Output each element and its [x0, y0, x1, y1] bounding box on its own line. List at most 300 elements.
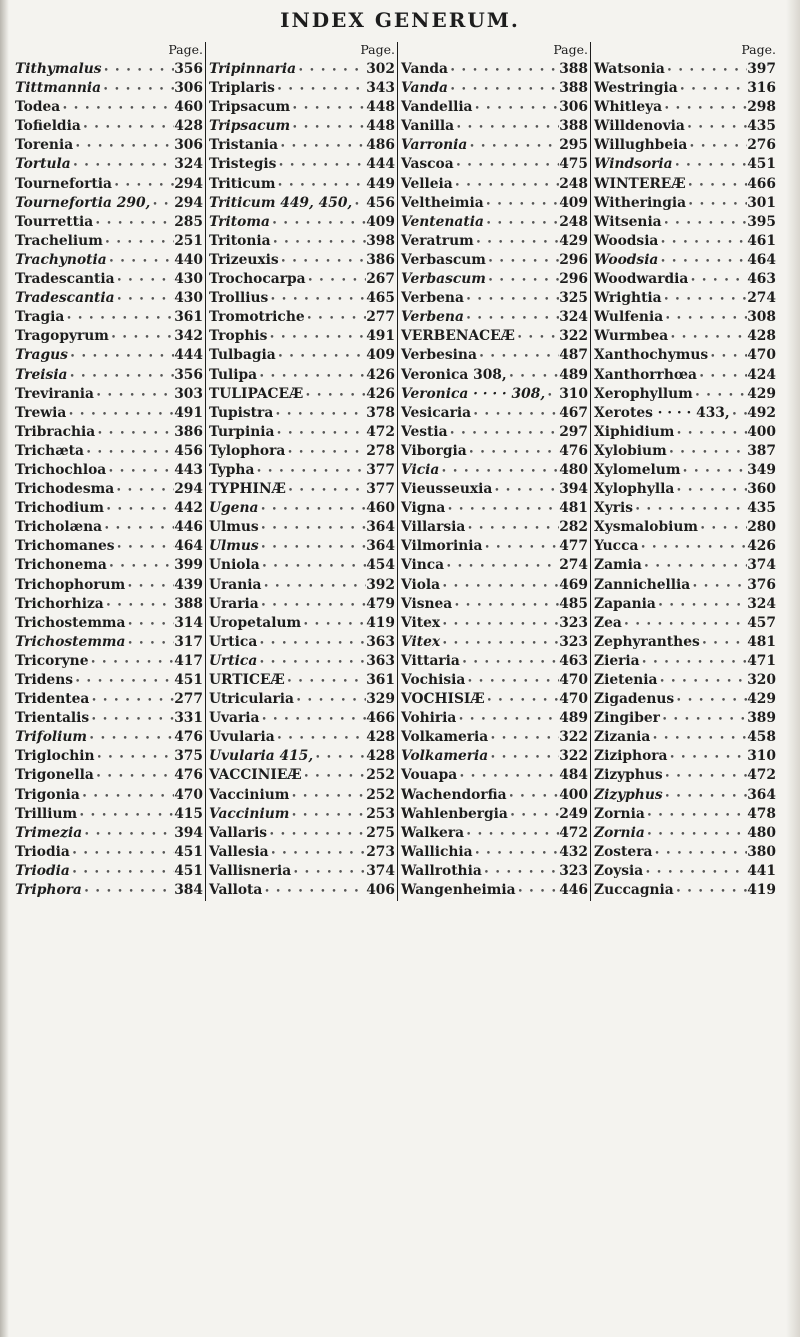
index-entry: [591, 615, 778, 634]
genus-name: Vaccinium: [209, 805, 290, 822]
genus-name: Urtica: [209, 633, 258, 650]
page-number: 276: [747, 137, 776, 154]
dot-leader: [60, 104, 174, 114]
index-entry: [12, 500, 205, 519]
index-entry: [206, 443, 397, 462]
genus-name: Zapania: [594, 595, 656, 612]
index-entry: [398, 443, 590, 462]
dot-leader: [68, 372, 175, 382]
index-entry: [591, 787, 778, 806]
dot-leader: [507, 792, 560, 802]
dot-leader: [667, 448, 748, 458]
page-number: 377: [366, 461, 395, 478]
dot-leader: [688, 276, 747, 286]
genus-name: Utricularia: [209, 691, 294, 708]
index-entry: [12, 99, 205, 118]
genus-name: Verbascum: [401, 271, 486, 288]
dot-leader: [305, 314, 367, 324]
genus-name: Vanda: [401, 61, 448, 77]
index-entry: [591, 806, 778, 825]
index-entry: [12, 710, 205, 729]
page-number: 472: [747, 767, 776, 784]
index-entry: [398, 825, 590, 844]
dot-leader: [259, 601, 366, 611]
dot-leader: [467, 142, 559, 152]
genus-name: Vieusseuxia: [401, 481, 493, 498]
index-entry: [591, 481, 778, 500]
index-entry: [12, 519, 205, 538]
page-number: 384: [174, 882, 203, 899]
index-entry: [12, 825, 205, 844]
index-entry: [206, 787, 397, 806]
index-entry: [206, 615, 397, 634]
page-number: 426: [366, 366, 395, 383]
page-number: 364: [747, 786, 776, 803]
page-number: 310: [559, 385, 588, 402]
index-entry: [398, 596, 590, 615]
genus-name: Triplaris: [209, 80, 275, 97]
dot-leader: [516, 887, 560, 897]
dot-leader: [454, 161, 559, 171]
genus-name: Witsenia: [594, 213, 662, 230]
dot-leader: [82, 887, 174, 897]
dot-leader: [262, 887, 366, 897]
page-number: 429: [747, 385, 776, 402]
dot-leader: [94, 772, 174, 782]
page-number: 249: [559, 805, 588, 822]
genus-name: Trichorhiza: [15, 595, 104, 612]
page-number: 470: [174, 786, 203, 803]
index-entry: [206, 653, 397, 672]
page-number: 448: [366, 99, 395, 116]
page-column-header: Page.: [168, 42, 203, 57]
genus-name: Verbascum: [401, 251, 486, 268]
index-entry: [591, 290, 778, 309]
genus-name: Tragia: [15, 309, 65, 326]
dot-leader: [276, 352, 367, 362]
index-entry: [12, 156, 205, 175]
index-entry: [398, 290, 590, 309]
genus-name: Ugena: [209, 500, 259, 517]
page-number: 331: [174, 710, 203, 727]
page-number: 274: [747, 290, 776, 307]
index-entry: [398, 538, 590, 557]
genus-name: Uvularia: [209, 729, 275, 746]
index-entry: [206, 347, 397, 366]
dot-leader: [663, 792, 748, 802]
page-number: 417: [174, 652, 203, 669]
genus-name: Triglochin: [15, 748, 95, 765]
genus-name: Tournefortia: [15, 175, 112, 192]
page-number: 424: [747, 366, 776, 383]
page-number: 426: [366, 385, 395, 402]
genus-name: Vascoa: [401, 156, 454, 173]
genus-name: Zea: [594, 614, 622, 631]
dot-leader: [268, 295, 366, 305]
genus-name: Uraria: [209, 595, 259, 612]
dot-leader: [473, 849, 560, 859]
page-number: 378: [366, 404, 395, 421]
page-number: 428: [174, 118, 203, 135]
page-number: 472: [559, 824, 588, 841]
genus-name: Xanthorrhœa: [594, 366, 697, 383]
index-entry: [398, 328, 590, 347]
index-entry: [12, 233, 205, 252]
index-column-3: [397, 42, 590, 901]
dot-leader: [440, 582, 559, 592]
index-entry: [591, 710, 778, 729]
dot-leader: [102, 66, 175, 76]
dot-leader: [267, 830, 366, 840]
genus-name: Triticum 449, 450,: [209, 194, 353, 211]
page-number: 470: [559, 691, 588, 708]
index-entry: [206, 233, 397, 252]
dot-leader: [66, 410, 174, 420]
index-entry: [591, 557, 778, 576]
genus-name: Urania: [209, 576, 262, 593]
index-entry: [206, 844, 397, 863]
genus-name: Varronia: [401, 137, 468, 154]
page-number: 308: [747, 309, 776, 326]
page-number: 464: [174, 538, 203, 555]
genus-name: Turpinia: [209, 423, 275, 440]
page-number: 310: [747, 748, 776, 765]
genus-name: Zornia: [594, 805, 645, 822]
dot-leader: [464, 830, 559, 840]
index-entry: [591, 519, 778, 538]
dot-leader: [485, 696, 560, 706]
index-entry: [206, 118, 397, 137]
genus-name: Watsonia: [594, 61, 665, 77]
index-entry: [206, 481, 397, 500]
page-gutter-shadow: [0, 0, 9, 1337]
page-number: 361: [366, 672, 395, 688]
dot-leader: [285, 448, 366, 458]
page-number: 296: [559, 251, 588, 268]
page-number: 451: [174, 862, 203, 879]
genus-name: Tromotriche: [209, 309, 305, 326]
genus-name: Zizyphus: [594, 767, 663, 784]
index-entry: [206, 557, 397, 576]
dot-leader: [467, 448, 560, 458]
index-entry: [206, 538, 397, 557]
genus-name: Tulbagia: [209, 347, 276, 364]
dot-leader: [114, 486, 174, 496]
genus-name: Tournefortia 290,: [15, 194, 151, 211]
page-number: 322: [559, 729, 588, 746]
page-number: 428: [747, 328, 776, 345]
page-number: 303: [174, 385, 203, 402]
dot-leader: [515, 333, 559, 343]
index-entry: [398, 615, 590, 634]
dot-leader: [259, 524, 367, 534]
dot-leader: [445, 505, 559, 515]
genus-name: Tricoryne: [15, 652, 89, 669]
page-number: 461: [747, 232, 776, 249]
page-number: 451: [747, 156, 776, 173]
index-entry: [206, 882, 397, 901]
dot-leader: [279, 257, 367, 267]
index-entry: [206, 710, 397, 729]
page-number: 440: [174, 251, 203, 268]
genus-name: Uvularia 415,: [209, 748, 314, 765]
index-entry: [206, 405, 397, 424]
index-entry: [12, 863, 205, 882]
dot-leader: [464, 295, 559, 305]
genus-name: Zamia: [594, 557, 642, 574]
index-entry: [206, 806, 397, 825]
page-number: 430: [174, 290, 203, 307]
genus-name: Vestia: [401, 423, 448, 440]
page-number: 323: [559, 614, 588, 631]
genus-name: Tragopyrum: [15, 328, 109, 345]
genus-name: Ulmus: [209, 519, 259, 536]
index-entry: [12, 653, 205, 672]
index-entry: [12, 691, 205, 710]
dot-leader: [477, 352, 559, 362]
index-entry: [12, 557, 205, 576]
dot-leader: [84, 448, 174, 458]
dot-leader: [686, 200, 747, 210]
index-entry: [12, 481, 205, 500]
genus-name: Vinca: [401, 557, 445, 574]
index-entry: [12, 615, 205, 634]
page-number: 419: [747, 882, 776, 899]
dot-leader: [643, 868, 747, 878]
genus-name: Wallrothia: [401, 862, 482, 879]
genus-name: Vochisia: [401, 672, 466, 688]
index-entry: [398, 863, 590, 882]
genus-name: Wrightia: [594, 290, 662, 307]
page-number: 389: [747, 710, 776, 727]
index-entry: [206, 80, 397, 99]
page-number: 376: [747, 576, 776, 593]
genus-name: Walkera: [401, 824, 465, 841]
page-number: 364: [366, 519, 395, 536]
page-number: 280: [747, 519, 776, 536]
genus-name: Zuccagnia: [594, 882, 674, 899]
dot-leader: [275, 181, 366, 191]
genus-name: Zieria: [594, 652, 640, 669]
index-entry: [12, 290, 205, 309]
page-number: 277: [174, 691, 203, 708]
page-number: 267: [366, 271, 395, 288]
genus-name: Wulfenia: [594, 309, 664, 326]
page-number: 277: [366, 309, 395, 326]
index-entry: [12, 767, 205, 786]
dot-leader: [678, 85, 748, 95]
genus-name: Vesicaria: [401, 404, 472, 421]
dot-leader: [464, 314, 559, 324]
genus-name: Vallesia: [209, 843, 269, 860]
genus-name: Tortula: [15, 156, 71, 173]
genus-name: Verbena: [401, 290, 464, 307]
index-entry: [206, 61, 397, 80]
page-number: 363: [366, 633, 395, 650]
dot-leader: [94, 391, 174, 401]
index-entry: [591, 863, 778, 882]
page-number: 451: [174, 672, 203, 688]
index-entry: [591, 214, 778, 233]
page-number: 248: [559, 175, 588, 192]
dot-leader: [492, 486, 559, 496]
page-number: 296: [559, 271, 588, 288]
genus-name: Trigonia: [15, 786, 80, 803]
index-entry: [398, 577, 590, 596]
genus-name: Windsoria: [594, 156, 673, 173]
index-entry: [398, 233, 590, 252]
page-number: 479: [366, 595, 395, 612]
index-entry: [398, 767, 590, 786]
dot-leader: [115, 543, 175, 553]
genus-name: Ziziphora: [594, 748, 668, 765]
dot-leader: [150, 200, 174, 210]
genus-name: Vallaris: [209, 824, 268, 841]
page-number: 460: [174, 99, 203, 116]
page-number: 466: [366, 710, 395, 727]
dot-leader: [64, 314, 174, 324]
dot-leader: [125, 620, 174, 630]
index-entry: [12, 787, 205, 806]
dot-leader: [482, 543, 559, 553]
dot-leader: [271, 238, 367, 248]
index-entry: [206, 176, 397, 195]
dot-leader: [303, 391, 366, 401]
dot-leader: [291, 868, 366, 878]
index-entry: [591, 729, 778, 748]
genus-name: Viola: [401, 576, 441, 593]
index-entry: [12, 386, 205, 405]
dot-leader: [77, 811, 174, 821]
dot-leader: [80, 792, 174, 802]
page-number: 306: [174, 137, 203, 154]
dot-leader: [471, 410, 559, 420]
dot-leader: [104, 601, 174, 611]
dot-leader: [448, 66, 559, 76]
index-entry: [398, 519, 590, 538]
index-entry: [206, 214, 397, 233]
index-entry: [398, 156, 590, 175]
page-number: 394: [174, 824, 203, 841]
genus-name: Tridens: [15, 672, 73, 688]
genus-name: Volkameria: [401, 729, 489, 746]
dot-leader: [301, 620, 366, 630]
dot-leader: [545, 391, 559, 401]
page-number: 320: [747, 672, 776, 688]
index-entry: [206, 328, 397, 347]
page-number: 294: [174, 175, 203, 192]
genus-name: Velleia: [401, 175, 453, 192]
genus-name: Trimezia: [15, 824, 83, 841]
index-entry: [398, 844, 590, 863]
index-entry: [12, 118, 205, 137]
page-number: 489: [559, 710, 588, 727]
index-entry: [398, 195, 590, 214]
page-number: 294: [174, 481, 203, 498]
dot-leader: [273, 410, 366, 420]
dot-leader: [257, 639, 366, 649]
genus-name: Torenia: [15, 137, 74, 154]
index-entry: [206, 748, 397, 767]
index-entry: [206, 767, 397, 786]
genus-name: Vicia: [401, 461, 440, 478]
dot-leader: [508, 811, 559, 821]
page-number: 448: [366, 118, 395, 135]
index-entry: [591, 653, 778, 672]
page-number: 374: [747, 557, 776, 574]
page-number: 491: [174, 404, 203, 421]
page-number: 476: [174, 729, 203, 746]
index-entry: [398, 309, 590, 328]
dot-leader: [686, 181, 748, 191]
index-entry: [398, 634, 590, 653]
genus-name: VOCHISIÆ: [401, 691, 485, 708]
page-title: INDEX GENERUM.: [280, 8, 520, 32]
index-entry: [12, 596, 205, 615]
page-number: 400: [747, 423, 776, 440]
index-entry: [591, 309, 778, 328]
index-entry: [398, 653, 590, 672]
index-entry: [206, 367, 397, 386]
index-entry: [591, 882, 778, 901]
index-entry: [591, 99, 778, 118]
dot-leader: [82, 830, 174, 840]
dot-leader: [457, 772, 559, 782]
index-entry: [12, 367, 205, 386]
dot-leader: [261, 582, 366, 592]
genus-name: Wachendorfia: [401, 786, 507, 803]
dot-leader: [454, 123, 559, 133]
page-number: 400: [559, 786, 588, 803]
dot-leader: [667, 753, 747, 763]
genus-name: Zizyphus: [594, 786, 663, 803]
genus-name: Trochocarpa: [209, 271, 306, 288]
dot-leader: [87, 734, 174, 744]
dot-leader: [685, 123, 747, 133]
genus-name: Urtica: [209, 652, 258, 669]
page-number: 487: [559, 347, 588, 364]
genus-name: Triodia: [15, 862, 70, 879]
genus-name: TYPHINÆ: [209, 481, 286, 498]
page-number: 363: [366, 652, 395, 669]
page-number: 435: [747, 118, 776, 135]
dot-leader: [484, 219, 559, 229]
dot-leader: [260, 562, 367, 572]
genus-name: Tylophora: [209, 442, 286, 459]
index-entry: [206, 252, 397, 271]
index-columns: [12, 42, 778, 901]
page-number: 475: [559, 156, 588, 173]
page-number: 388: [174, 595, 203, 612]
page-number: 419: [366, 614, 395, 631]
index-entry: [398, 500, 590, 519]
genus-name: Tripinnaria: [209, 61, 297, 77]
page-number: 298: [747, 99, 776, 116]
index-entry: [206, 271, 397, 290]
dot-leader: [68, 352, 174, 362]
page-number: 360: [747, 481, 776, 498]
dot-leader: [439, 467, 559, 477]
dot-leader: [452, 601, 559, 611]
genus-name: Xylophylla: [594, 481, 675, 498]
page-number: 432: [559, 843, 588, 860]
page-number: 449: [366, 175, 395, 192]
page-number: 397: [747, 61, 776, 77]
page-number: 388: [559, 80, 588, 97]
index-entry: [591, 118, 778, 137]
index-entry: [12, 748, 205, 767]
index-entry: [12, 424, 205, 443]
